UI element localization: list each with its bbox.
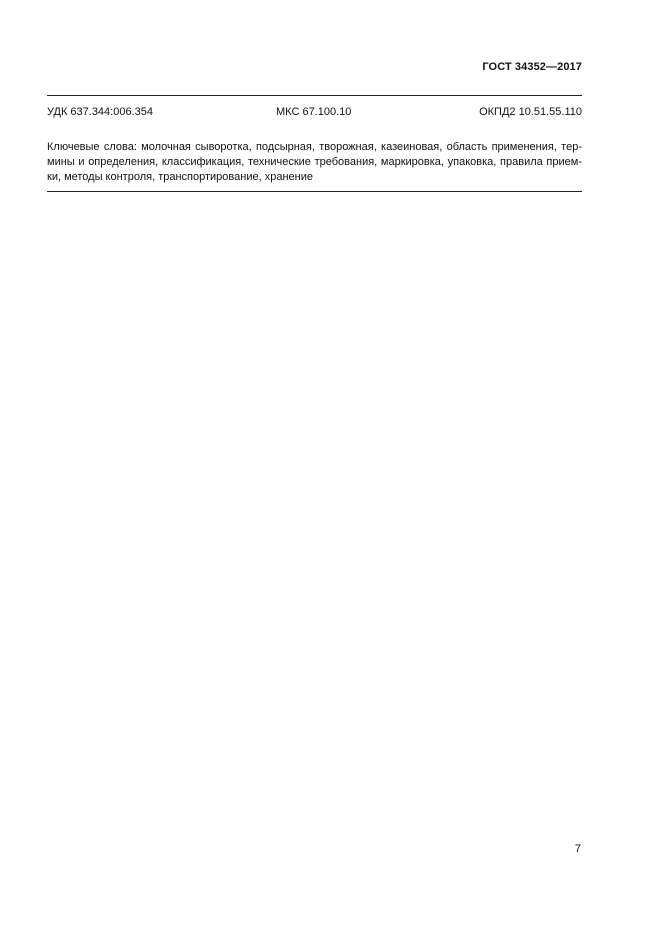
mks-code: МКС 67.100.10 — [276, 106, 352, 118]
top-divider — [47, 95, 582, 96]
keywords-line: мины и определения, классификация, технические требования, маркировка, упаковка, правила прием- — [47, 156, 582, 168]
classification-codes — [47, 106, 582, 120]
page-number: 7 — [574, 843, 581, 855]
keywords-paragraph — [47, 140, 582, 185]
okpd2-code: ОКПД2 10.51.55.110 — [479, 106, 582, 118]
keywords-line: ки, методы контроля, транспортирование, хранение — [47, 171, 313, 183]
keywords-line: Ключевые слова: молочная сыворотка, подсырная, творожная, казеиновая, область применения, тер- — [47, 141, 582, 153]
standard-code-header: ГОСТ 34352—2017 — [482, 61, 582, 73]
bottom-divider — [47, 191, 582, 192]
udk-code: УДК 637.344:006.354 — [47, 106, 153, 118]
